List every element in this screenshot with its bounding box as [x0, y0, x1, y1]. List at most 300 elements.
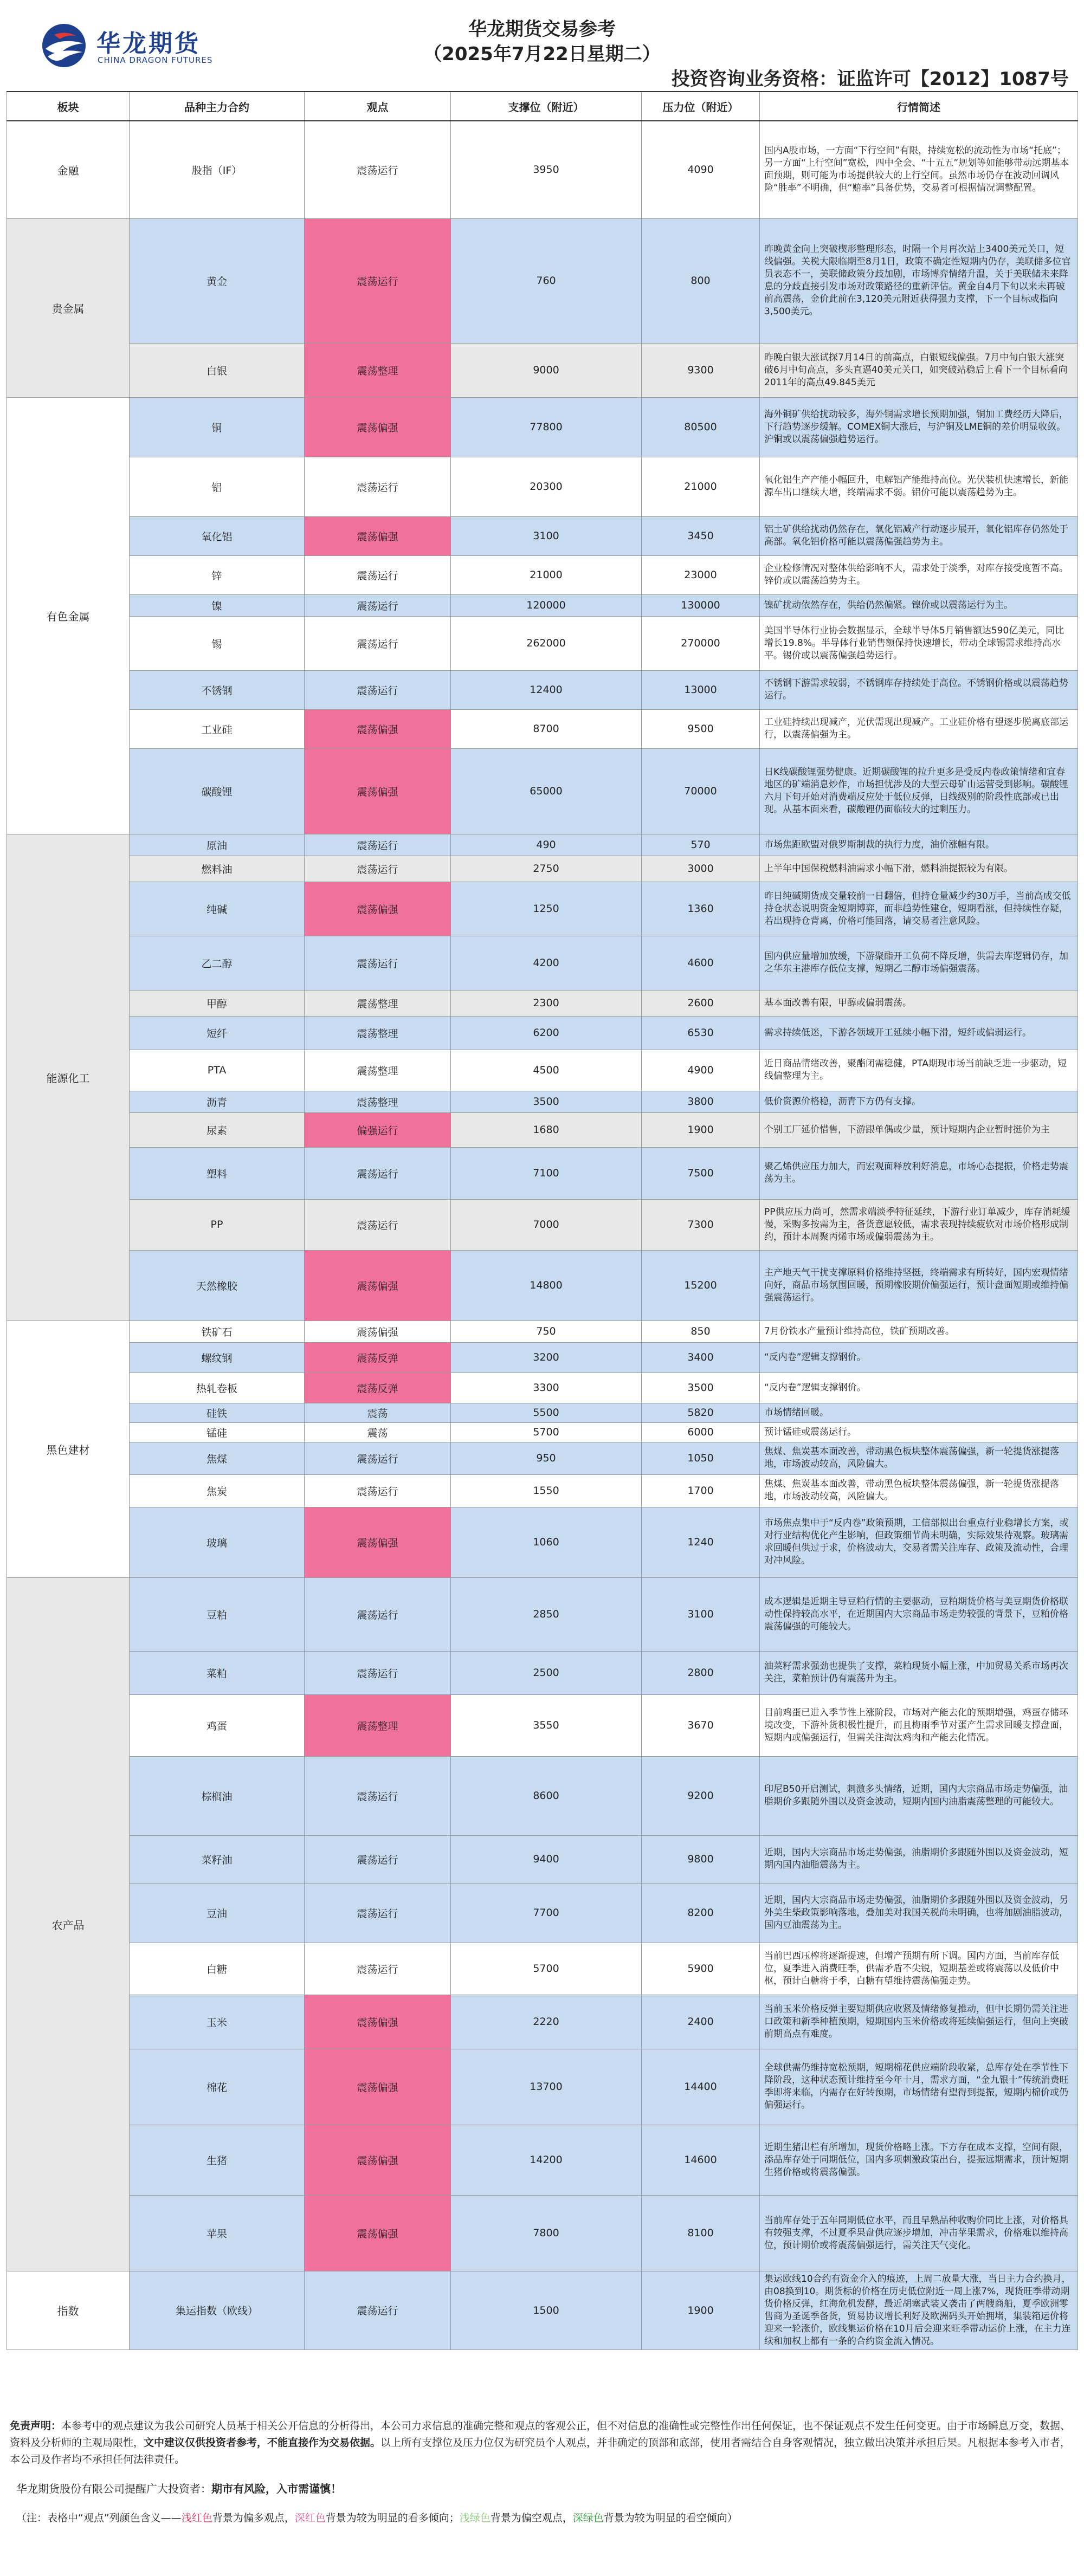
table-row [7, 2271, 1078, 2350]
sector-cell: 指数 [7, 2271, 130, 2350]
product-cell: 焦煤 [130, 1442, 305, 1474]
resistance-cell: 2400 [642, 1995, 760, 2049]
support-cell: 8600 [451, 1756, 642, 1835]
note-t1: 背景为偏多观点， [212, 2512, 295, 2524]
table-row [7, 1403, 1078, 1422]
product-cell: 螺纹钢 [130, 1342, 305, 1373]
table-row [7, 1321, 1078, 1342]
disclaimer-text-1: 本参考中的观点建议为我公司研究人员基于相关公开信息的分析得出，本公司力求信息的准确完整和观点的客观公正，但不对信息的准确性或完整性作出任何保证，也不保证观点不发生任何变更。由于市场瞬息万变，数据、资料及分析师的主观局限性， [10, 2420, 1071, 2449]
resistance-cell: 80500 [642, 397, 760, 457]
product-cell: 纯碱 [130, 882, 305, 936]
note-dark-green: 深绿色 [572, 2512, 604, 2524]
resistance-cell: 1700 [642, 1474, 760, 1507]
resistance-cell: 800 [642, 218, 760, 343]
support-cell: 12400 [451, 670, 642, 709]
resistance-cell: 1900 [642, 2271, 760, 2350]
support-cell: 65000 [451, 748, 642, 834]
view-cell: 震荡运行 [305, 1943, 451, 1995]
support-cell: 2750 [451, 856, 642, 882]
col-header-view: 观点 [305, 92, 451, 121]
support-cell: 262000 [451, 616, 642, 670]
desc-cell: 7月份铁水产量预计维持高位，铁矿预期改善。 [760, 1321, 1078, 1342]
table-row [7, 1050, 1078, 1091]
sector-cell: 农产品 [7, 1577, 130, 2271]
sector-cell: 黑色建材 [7, 1321, 130, 1577]
support-cell: 8700 [451, 709, 642, 748]
view-cell: 震荡运行 [305, 1577, 451, 1651]
product-cell: 股指（IF） [130, 121, 305, 218]
desc-cell: 近日商品情绪改善，聚酯闭需稳健，PTA期现市场当前缺乏进一步驱动，短线偏整理为主。 [760, 1050, 1078, 1091]
col-header-desc: 行情简述 [760, 92, 1078, 121]
desc-cell: 美国半导体行业协会数据显示，全球半导体5月销售额达590亿美元，同比增长19.8%。半导体行业销售额保持快速增长，带动全球锡需求维持高水平。锡价或以震荡偏强趋势运行。 [760, 616, 1078, 670]
table-row [7, 856, 1078, 882]
view-cell: 震荡运行 [305, 856, 451, 882]
table-row [7, 1577, 1078, 1651]
risk-reminder [7, 2480, 1077, 2496]
table-row [7, 616, 1078, 670]
product-cell: PTA [130, 1050, 305, 1091]
license-info: 投资咨询业务资格：证监许可【2012】1087号 [671, 68, 1069, 90]
table-row [7, 1507, 1078, 1577]
desc-cell: 日K线碳酸锂强势健康。近期碳酸锂的拉升更多是受反内卷政策情绪和宜春地区的矿端消息炒作，市场担忧涉及的大型云母矿山运营受到影响。碳酸锂六月下旬开始对消费端反应处于低位反弹，日线级别的阶段性底部或已出现。从基本面来看，碳酸锂仍面临较大的过剩压力。 [760, 748, 1078, 834]
product-cell: 尿素 [130, 1112, 305, 1147]
sector-cell: 有色金属 [7, 397, 130, 834]
desc-cell: 不锈钢下游需求较弱，不锈钢库存持续处于高位。不锈钢价格或以震荡趋势运行。 [760, 670, 1078, 709]
remind-text: 华龙期货股份有限公司提醒广大投资者： [16, 2482, 211, 2495]
desc-cell: 海外铜矿供给扰动较多，海外铜需求增长预期加强，铜加工费经历大降后，下行趋势逐步缓解。COMEX铜大涨后，与沪铜及LME铜的差价明显收敛。沪铜或以震荡偏强趋势运行。 [760, 397, 1078, 457]
view-cell: 震荡运行 [305, 121, 451, 218]
resistance-cell: 7300 [642, 1199, 760, 1250]
desc-cell: 上半年中国保税燃料油需求小幅下滑，燃料油提振较为有限。 [760, 856, 1078, 882]
desc-cell: 全球供需仍维持宽松预期，短期棉花供应端阶段收紧，总库存处在季节性下降阶段，这种状态预计维持至今年十月，需求方面，“金九银十”传统消费旺季即将来临，内需存在好转预期，市场情绪有望得到提振，短期内棉价或仍偏强运行。 [760, 2049, 1078, 2125]
support-cell: 4500 [451, 1050, 642, 1091]
support-cell: 950 [451, 1442, 642, 1474]
view-cell: 震荡运行 [305, 1199, 451, 1250]
resistance-cell: 3450 [642, 516, 760, 555]
desc-cell: 低价资源价格稳，沥青下方仍有支撑。 [760, 1091, 1078, 1112]
resistance-cell: 1900 [642, 1112, 760, 1147]
desc-cell: 工业硅持续出现减产，光伏需现出现减产。工业硅价格有望逐步脱离底部运行，以震荡偏强为主。 [760, 709, 1078, 748]
product-cell: 集运指数（欧线） [130, 2271, 305, 2350]
desc-cell: 主产地天气干扰支撑原料价格维持坚挺，终端需求有所转好，国内宏观情绪向好，商品市场氛围回暖，预期橡胶期价偏强运行，预计盘面短期或维持偏强震荡运行。 [760, 1250, 1078, 1321]
resistance-cell: 14600 [642, 2125, 760, 2195]
desc-cell: 国内A股市场，一方面“下行空间”有限，持续宽松的流动性为市场“托底”；另一方面“上行空间”宽松，四中全会、“十五五”规划等如能够带动远期基本面预期，则可能为市场提供较大的上行空间。虽然市场仍存在波动回调风险“胜率”不明确，但“赔率”具备优势，交易者可根据情况调整配置。 [760, 121, 1078, 218]
table-row [7, 2195, 1078, 2271]
table-row [7, 936, 1078, 990]
support-cell: 2500 [451, 1651, 642, 1694]
desc-cell: 氧化铝生产产能小幅回升，电解铝产能维持高位。光伏装机快速增长，新能源车出口继续大增，终端需求不弱。铝价可能以震荡趋势为主。 [760, 457, 1078, 516]
table-row [7, 1373, 1078, 1403]
resistance-cell: 3670 [642, 1694, 760, 1756]
table-row [7, 1199, 1078, 1250]
product-cell: 燃料油 [130, 856, 305, 882]
resistance-cell: 9200 [642, 1756, 760, 1835]
support-cell: 13700 [451, 2049, 642, 2125]
support-cell: 2220 [451, 1995, 642, 2049]
table-row [7, 121, 1078, 218]
note-prefix: （注：表格中“观点”列颜色含义—— [16, 2512, 182, 2524]
table-row [7, 1474, 1078, 1507]
table-row [7, 555, 1078, 594]
product-cell: 鸡蛋 [130, 1694, 305, 1756]
support-cell: 5700 [451, 1943, 642, 1995]
product-cell: PP [130, 1199, 305, 1250]
logo-en-text: CHINA DRAGON FUTURES [98, 55, 213, 65]
support-cell: 14200 [451, 2125, 642, 2195]
view-cell: 震荡偏强 [305, 1995, 451, 2049]
note-light-green: 浅绿色 [459, 2512, 491, 2524]
desc-cell: 镍矿扰动依然存在，供给仍然偏紧。镍价或以震荡运行为主。 [760, 594, 1078, 616]
product-cell: 乙二醇 [130, 936, 305, 990]
resistance-cell: 4600 [642, 936, 760, 990]
resistance-cell: 2600 [642, 990, 760, 1016]
resistance-cell: 5900 [642, 1943, 760, 1995]
disclaimer-text-2: 以上所有支撑位及压力位仅为研究员个人观点，并非确定的顶部和底部，使用者需结合自身客观情况，独立做出决策并承担后果。凡根据本参考入市者，本公司及作者均不承担任何法律责任。 [10, 2437, 1071, 2465]
support-cell: 7100 [451, 1147, 642, 1199]
sector-cell: 贵金属 [7, 218, 130, 397]
view-cell: 震荡 [305, 1422, 451, 1442]
table-row [7, 1422, 1078, 1442]
desc-cell: 近期，国内大宗商品市场走势偏强，油脂期价多跟随外围以及资金波动，另外美生柴政策影响落地，叠加美对我国关税尚未明确，也将加剧油脂波动，国内豆油震荡为主。 [760, 1883, 1078, 1943]
support-cell: 4200 [451, 936, 642, 990]
product-cell: 甲醇 [130, 990, 305, 1016]
table-row [7, 1016, 1078, 1050]
reference-table [7, 91, 1078, 2350]
table-row [7, 990, 1078, 1016]
table-row [7, 594, 1078, 616]
resistance-cell: 1050 [642, 1442, 760, 1474]
support-cell: 14800 [451, 1250, 642, 1321]
resistance-cell: 5820 [642, 1403, 760, 1422]
support-cell: 6200 [451, 1016, 642, 1050]
support-cell: 1060 [451, 1507, 642, 1577]
resistance-cell: 9500 [642, 709, 760, 748]
support-cell: 3100 [451, 516, 642, 555]
support-cell: 77800 [451, 397, 642, 457]
product-cell: 热轧卷板 [130, 1373, 305, 1403]
remind-bold: 期市有风险，入市需谨慎！ [211, 2482, 341, 2495]
product-cell: 锌 [130, 555, 305, 594]
view-cell: 震荡偏强 [305, 516, 451, 555]
support-cell: 490 [451, 834, 642, 856]
support-cell: 7800 [451, 2195, 642, 2271]
support-cell: 5700 [451, 1422, 642, 1442]
resistance-cell: 850 [642, 1321, 760, 1342]
support-cell: 750 [451, 1321, 642, 1342]
desc-cell: “反内卷”逻辑支撑钢价。 [760, 1373, 1078, 1403]
view-cell: 震荡整理 [305, 990, 451, 1016]
support-cell: 21000 [451, 555, 642, 594]
view-cell: 震荡运行 [305, 936, 451, 990]
view-cell: 震荡 [305, 1403, 451, 1422]
product-cell: 锡 [130, 616, 305, 670]
product-cell: 不锈钢 [130, 670, 305, 709]
product-cell: 生猪 [130, 2125, 305, 2195]
table-row [7, 2125, 1078, 2195]
support-cell: 9400 [451, 1835, 642, 1883]
view-cell: 震荡运行 [305, 1651, 451, 1694]
resistance-cell: 9300 [642, 343, 760, 397]
product-cell: 铜 [130, 397, 305, 457]
page-title: 华龙期货交易参考 [468, 18, 616, 40]
resistance-cell: 1240 [642, 1507, 760, 1577]
resistance-cell: 8200 [642, 1883, 760, 1943]
product-cell: 玻璃 [130, 1507, 305, 1577]
resistance-cell: 570 [642, 834, 760, 856]
product-cell: 短纤 [130, 1016, 305, 1050]
sector-cell: 能源化工 [7, 834, 130, 1321]
resistance-cell: 15200 [642, 1250, 760, 1321]
table-row [7, 834, 1078, 856]
table-row [7, 670, 1078, 709]
resistance-cell: 1360 [642, 882, 760, 936]
resistance-cell: 4090 [642, 121, 760, 218]
view-cell: 震荡偏强 [305, 709, 451, 748]
resistance-cell: 7500 [642, 1147, 760, 1199]
desc-cell: 目前鸡蛋已进入季节性上涨阶段，市场对产能去化的预期增强，鸡蛋存储环境改变，下游补货积极性提升，而且梅雨季节对蛋产生需求回暖支撑盘面，短期内或偏强运行，但需关注淘汰鸡肉和产能去化情况。 [760, 1694, 1078, 1756]
product-cell: 工业硅 [130, 709, 305, 748]
product-cell: 碳酸锂 [130, 748, 305, 834]
desc-cell: 油菜籽需求强劲也提供了支撑，菜粕现货小幅上涨，中加贸易关系市场再次关注，菜粕预计仍有震荡升为主。 [760, 1651, 1078, 1694]
product-cell: 锰硅 [130, 1422, 305, 1442]
support-cell: 9000 [451, 343, 642, 397]
view-cell: 震荡运行 [305, 1147, 451, 1199]
col-header-support: 支撑位（附近） [451, 92, 642, 121]
view-cell: 震荡运行 [305, 834, 451, 856]
product-cell: 硅铁 [130, 1403, 305, 1422]
view-cell: 震荡运行 [305, 594, 451, 616]
col-header-sector: 板块 [7, 92, 130, 121]
table-row [7, 1147, 1078, 1199]
note-t3: 背景为偏空观点， [490, 2512, 573, 2524]
table-body [7, 121, 1078, 2350]
desc-cell: 预计锰硅或震荡运行。 [760, 1422, 1078, 1442]
disclaimer-bold: 文中建议仅供投资者参考，不能直接作为交易依据。 [144, 2437, 381, 2449]
table-row [7, 1756, 1078, 1835]
desc-cell: 市场焦距欧盟对俄罗斯制裁的执行力度，油价涨幅有限。 [760, 834, 1078, 856]
support-cell: 1500 [451, 2271, 642, 2350]
note-t4: 背景为较为明显的看空倾向） [603, 2512, 738, 2524]
table-row [7, 1995, 1078, 2049]
resistance-cell: 3400 [642, 1342, 760, 1373]
support-cell: 120000 [451, 594, 642, 616]
view-cell: 震荡运行 [305, 218, 451, 343]
view-cell: 震荡反弹 [305, 1342, 451, 1373]
desc-cell: 国内供应量增加放缓，下游聚酯开工负荷不降反增，供需去库逻辑仍存，加之华东主港库存低位支撑，短期乙二醇市场偏强震荡。 [760, 936, 1078, 990]
table-row [7, 2049, 1078, 2125]
view-cell: 震荡运行 [305, 670, 451, 709]
resistance-cell: 21000 [642, 457, 760, 516]
resistance-cell: 6000 [642, 1422, 760, 1442]
view-cell: 震荡运行 [305, 1835, 451, 1883]
desc-cell: 个别工厂延价惜售，下游跟单偶或少量，预计短期内企业暂时挺价为主 [760, 1112, 1078, 1147]
note-light-red: 浅红色 [181, 2512, 212, 2524]
resistance-cell: 3800 [642, 1091, 760, 1112]
product-cell: 铝 [130, 457, 305, 516]
logo-cn-text: 华龙期货 [96, 30, 201, 57]
disclaimer-label: 免责声明： [10, 2420, 62, 2432]
desc-cell: 焦煤、焦炭基本面改善，带动黑色板块整体震荡偏强，新一轮提货涨提落地，市场波动较高，风险偏大。 [760, 1474, 1078, 1507]
view-cell: 震荡偏强 [305, 1321, 451, 1342]
resistance-cell: 9800 [642, 1835, 760, 1883]
note-t2: 背景为较为明显的看多倾向； [325, 2512, 460, 2524]
desc-cell: 当前玉米价格反弹主要短期供应收紧及情绪修复推动，但中长期仍需关注进口政策和新季种植预期，短期国内玉米价格或将延续偏强运行，但向上突破前期高点有难度。 [760, 1995, 1078, 2049]
product-cell: 棉花 [130, 2049, 305, 2125]
view-cell: 震荡运行 [305, 457, 451, 516]
desc-cell: 集运欧线10合约有资金介入的痕迹，上周二放量大涨，当日主力合约换月，由08换到10。期货标的价格在历史低位附近一周上涨7%，现货旺季带动期货价格反弹，红海危机发酵，最近胡塞武装又袭击了两艘商船，夏季欧洲零售商为圣诞季备货，贸易协议增长利好及欧洲码头开始拥堵，集装箱运价将迎来一轮涨价，欧线集运价格在10月后会迎来旺季带动运价上涨，在主力连续和加权上都有一条的合约资金流入情况。 [760, 2271, 1078, 2350]
desc-cell: 市场情绪回暖。 [760, 1403, 1078, 1422]
table-row [7, 748, 1078, 834]
product-cell: 原油 [130, 834, 305, 856]
view-cell: 震荡偏强 [305, 2049, 451, 2125]
support-cell: 760 [451, 218, 642, 343]
table-row [7, 343, 1078, 397]
support-cell: 5500 [451, 1403, 642, 1422]
desc-cell: 成本逻辑是近期主导豆粕行情的主要驱动，豆粕期货价格与美豆期货价格联动性保持较高水平，在近期国内大宗商品市场走势较强的背景下，豆粕价格震荡偏强的可能较大。 [760, 1577, 1078, 1651]
view-cell: 震荡运行 [305, 1474, 451, 1507]
resistance-cell: 3100 [642, 1577, 760, 1651]
resistance-cell: 270000 [642, 616, 760, 670]
product-cell: 天然橡胶 [130, 1250, 305, 1321]
table-row [7, 1112, 1078, 1147]
desc-cell: 市场焦点集中于“反内卷”政策预期，工信部拟出台重点行业稳增长方案，或对行业结构优化产生影响，但政策细节尚未明确，实际效果待观察。玻璃需求回暖但供过于求，价格波动大，交易者需关注库存、政策及流动性，合理对冲风险。 [760, 1507, 1078, 1577]
product-cell: 菜粕 [130, 1651, 305, 1694]
table-row [7, 1250, 1078, 1321]
view-cell: 震荡偏强 [305, 1250, 451, 1321]
desc-cell: 昨晚白银大涨试探7月14日的前高点，白银短线偏强。7月中旬白银大涨突破6月中旬高点，多头直逼40美元关口，如突破站稳后上看下一个目标看向2011年的高点49.845美元 [760, 343, 1078, 397]
resistance-cell: 3000 [642, 856, 760, 882]
col-header-product: 品种主力合约 [130, 92, 305, 121]
view-cell: 震荡整理 [305, 1050, 451, 1091]
product-cell: 豆粕 [130, 1577, 305, 1651]
product-cell: 焦炭 [130, 1474, 305, 1507]
view-cell: 震荡偏强 [305, 1507, 451, 1577]
desc-cell: 焦煤、焦炭基本面改善，带动黑色板块整体震荡偏强，新一轮提货涨提落地，市场波动较高，风险偏大。 [760, 1442, 1078, 1474]
view-cell: 震荡运行 [305, 1756, 451, 1835]
product-cell: 黄金 [130, 218, 305, 343]
product-cell: 棕榈油 [130, 1756, 305, 1835]
desc-cell: 昨晚黄金向上突破楔形整理形态，时隔一个月再次站上3400美元关口，短线偏强。关税大限临期至8月1日，政策不确定性短期内仍存，美联储多位官员表态不一，美联储政策分歧加剧，市场博弈情绪升温，关于美联储未来降息的分歧直接引发市场对政策路径的重新评估。黄金自4月下旬以来未再破前高震荡，金价此前在3,120美元附近获得强力支撑，下一个目标或指向3,500美元。 [760, 218, 1078, 343]
view-cell: 震荡偏强 [305, 2195, 451, 2271]
resistance-cell: 4900 [642, 1050, 760, 1091]
desc-cell: 当前库存处于五年同期低位水平，而且早熟品种收购价同比上涨，对价格具有较强支撑，不过夏季果盘供应逐步增加，冲击苹果需求，价格难以维持高位，预计期价或将震荡偏强运行，需关注天气变化。 [760, 2195, 1078, 2271]
desc-cell: 铝土矿供给扰动仍然存在，氧化铝减产行动逐步展开，氧化铝库存仍然处于高部。氧化铝价格可能以震荡偏强趋势为主。 [760, 516, 1078, 555]
desc-cell: “反内卷”逻辑支撑钢价。 [760, 1342, 1078, 1373]
view-cell: 偏强运行 [305, 1112, 451, 1147]
note-dark-red: 深红色 [294, 2512, 326, 2524]
view-cell: 震荡偏强 [305, 2125, 451, 2195]
view-cell: 震荡运行 [305, 555, 451, 594]
support-cell: 20300 [451, 457, 642, 516]
product-cell: 铁矿石 [130, 1321, 305, 1342]
resistance-cell: 130000 [642, 594, 760, 616]
table-row [7, 1883, 1078, 1943]
desc-cell: 昨日纯碱期货成交量较前一日翻倍，但持仓量减少约30万手，当前高成交低持仓状态说明资金短期博弈，而非趋势性建仓，短期看涨，但持续性存疑，若出现持仓背离，价格可能回落，请交易者注意风险。 [760, 882, 1078, 936]
product-cell: 白银 [130, 343, 305, 397]
support-cell: 1550 [451, 1474, 642, 1507]
resistance-cell: 23000 [642, 555, 760, 594]
view-cell: 震荡偏强 [305, 748, 451, 834]
disclaimer [7, 2418, 1077, 2468]
view-cell: 震荡反弹 [305, 1373, 451, 1403]
view-cell: 震荡整理 [305, 1091, 451, 1112]
product-cell: 沥青 [130, 1091, 305, 1112]
table-row [7, 397, 1078, 457]
desc-cell: 近期生猪出栏有所增加，现货价格略上涨。下方存在成本支撑，空间有限，添品库存处于同期低位，国内多项刺激政策出台，提振远期需求，预计短期生猪价格或将震荡偏强。 [760, 2125, 1078, 2195]
support-cell: 2300 [451, 990, 642, 1016]
resistance-cell: 8100 [642, 2195, 760, 2271]
color-legend-note [7, 2510, 1077, 2525]
view-cell: 震荡整理 [305, 1016, 451, 1050]
view-cell: 震荡运行 [305, 1442, 451, 1474]
resistance-cell: 13000 [642, 670, 760, 709]
table-row [7, 1835, 1078, 1883]
desc-cell: 聚乙烯供应压力加大，而宏观面释放利好消息，市场心态提振，价格走势震荡为主。 [760, 1147, 1078, 1199]
view-cell: 震荡运行 [305, 616, 451, 670]
view-cell: 震荡运行 [305, 2271, 451, 2350]
page-date: （2025年7月22日星期二） [423, 43, 661, 65]
support-cell: 3300 [451, 1373, 642, 1403]
resistance-cell: 3500 [642, 1373, 760, 1403]
support-cell: 7000 [451, 1199, 642, 1250]
product-cell: 玉米 [130, 1995, 305, 2049]
support-cell: 1680 [451, 1112, 642, 1147]
product-cell: 氧化铝 [130, 516, 305, 555]
support-cell: 7700 [451, 1883, 642, 1943]
desc-cell: 近期，国内大宗商品市场走势偏强，油脂期价多跟随外围以及资金波动，短期内国内油脂震荡为主。 [760, 1835, 1078, 1883]
table-row [7, 1091, 1078, 1112]
view-cell: 震荡偏强 [305, 882, 451, 936]
table-row [7, 1694, 1078, 1756]
col-header-resistance: 压力位（附近） [642, 92, 760, 121]
product-cell: 塑料 [130, 1147, 305, 1199]
sector-cell: 金融 [7, 121, 130, 218]
footer [7, 2418, 1077, 2525]
desc-cell: 基本面改善有限，甲醇或偏弱震荡。 [760, 990, 1078, 1016]
view-cell: 震荡整理 [305, 343, 451, 397]
table-row [7, 218, 1078, 343]
product-cell: 白糖 [130, 1943, 305, 1995]
table-header-row [7, 92, 1078, 121]
table-row [7, 882, 1078, 936]
product-cell: 镍 [130, 594, 305, 616]
support-cell: 3500 [451, 1091, 642, 1112]
table-row [7, 1442, 1078, 1474]
desc-cell: 当前巴西压榨将逐渐提速，但增产预期有所下调。国内方面，当前库存低位，夏季进入消费旺季，供需矛盾不尖锐，短期基差或将震荡以及低价中枢，预计白糖将于季，白糖有望维持震荡偏强走势。 [760, 1943, 1078, 1995]
table-row [7, 1943, 1078, 1995]
resistance-cell: 14400 [642, 2049, 760, 2125]
support-cell: 3950 [451, 121, 642, 218]
desc-cell: PP供应压力尚可，然需求端淡季特征延续，下游行业订单减少，库存消耗缓慢，采购多按需为主，备货意愿较低，需求表现持续疲软对市场价格形成制约，预计本周聚丙烯市场或偏弱震荡为主。 [760, 1199, 1078, 1250]
support-cell: 2850 [451, 1577, 642, 1651]
resistance-cell: 2800 [642, 1651, 760, 1694]
table-row [7, 709, 1078, 748]
support-cell: 3550 [451, 1694, 642, 1756]
table-row [7, 1342, 1078, 1373]
table-row [7, 516, 1078, 555]
support-cell: 1250 [451, 882, 642, 936]
desc-cell: 印尼B50开启测试，刺激多头情绪，近期，国内大宗商品市场走势偏强，油脂期价多跟随外围以及资金波动，短期内国内油脂震荡整理的可能较大。 [760, 1756, 1078, 1835]
header [0, 0, 1084, 92]
desc-cell: 需求持续低迷，下游各领域开工延续小幅下滑，短纤或偏弱运行。 [760, 1016, 1078, 1050]
view-cell: 震荡整理 [305, 1694, 451, 1756]
desc-cell: 企业检修情况对整体供给影响不大，需求处于淡季，对库存接受度暂不高。锌价或以震荡趋势为主。 [760, 555, 1078, 594]
support-cell: 3200 [451, 1342, 642, 1373]
product-cell: 豆油 [130, 1883, 305, 1943]
view-cell: 震荡偏强 [305, 397, 451, 457]
view-cell: 震荡运行 [305, 1883, 451, 1943]
resistance-cell: 70000 [642, 748, 760, 834]
